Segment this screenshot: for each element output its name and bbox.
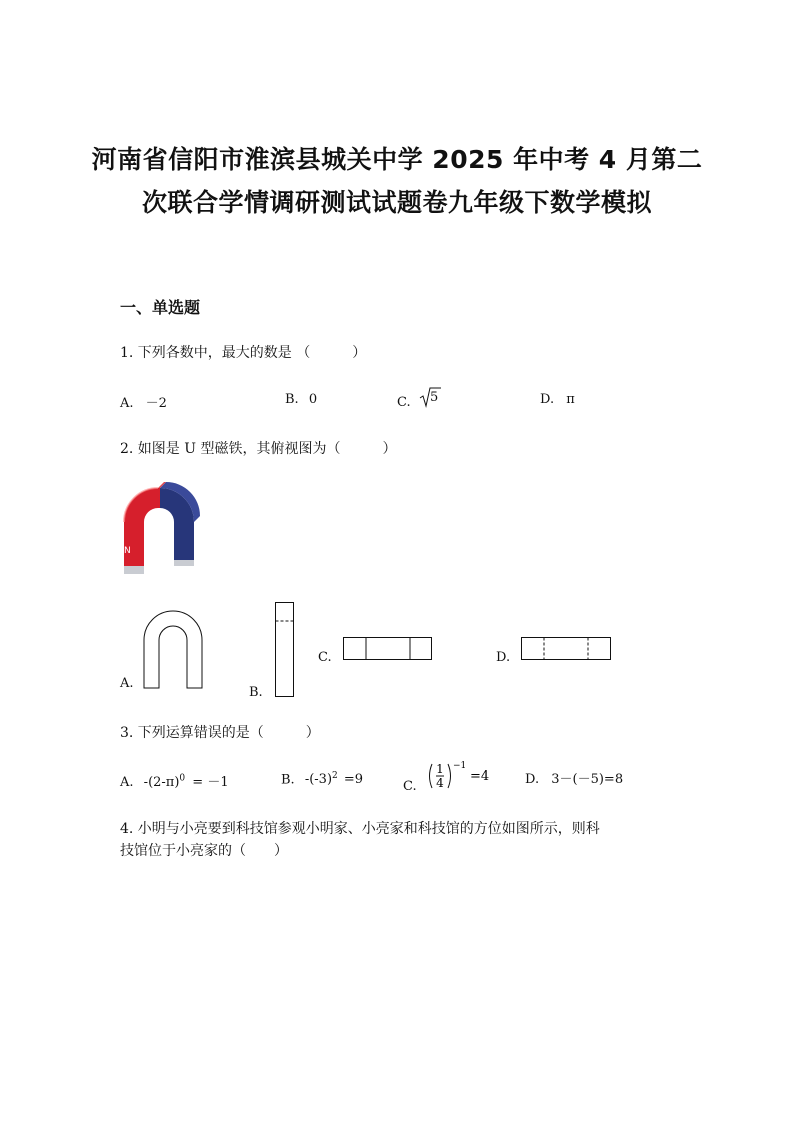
q2-option-c-figure [343,637,433,661]
q1-option-b [285,392,317,407]
question-1-stem: 1. 下列各数中，最大的数是 （ ） [120,345,367,361]
q3-fraction-denominator: 4 [436,776,444,790]
q3-option-d [525,768,623,787]
q1-option-c-letter: C. [397,395,411,410]
question-2-stem: 2. 如图是 U 型磁铁，其俯视图为（ ） [120,441,397,457]
q1-option-d-value: π [566,392,575,407]
q1-option-a-letter: A. [120,396,134,411]
q2-option-c-letter: C. [318,650,332,665]
page-title-line-1: 河南省信阳市淮滨县城关中学 2025 年中考 4 月第二 [91,145,703,174]
q3-option-a [120,771,229,790]
q3-option-c-fraction [428,762,498,792]
section-heading: 一、单选题 [120,298,201,317]
q2-option-a-letter: A. [120,676,134,691]
q2-option-b-letter: B. [249,685,263,700]
q2-option-b-figure [275,602,295,698]
q1-option-b-letter: B. [285,392,299,407]
magnet-silver-tip-left [124,566,144,574]
q3-option-b-exp: 2 [332,771,338,781]
page-title-line-2: 次联合学情调研测试试题卷九年级下数学模拟 [141,188,652,217]
magnet-label: N [124,546,131,556]
magnet-red-arm [124,488,160,574]
q3-option-a-letter: A. [120,775,134,790]
q3-option-b [281,771,363,787]
q3-option-b-expr: -(-3) [304,772,333,788]
u-magnet-image [118,478,200,580]
q3-option-d-letter: D. [525,772,540,787]
question-4-stem-line-2: 技馆位于小亮家的（ ） [120,843,288,859]
q2-option-a-figure [143,610,203,690]
q3-option-c-rhs: =4 [470,769,490,784]
q3-option-b-letter: B. [281,772,295,788]
q1-option-d-letter: D. [540,392,555,407]
q1-option-a [120,392,167,411]
q2-option-d-letter: D. [496,650,511,665]
q2-option-d-figure [521,637,613,661]
q3-option-c-letter: C. [403,779,417,794]
question-3-stem: 3. 下列运算错误的是（ ） [120,725,320,741]
q1-option-b-value: 0 [308,392,318,407]
q3-option-a-rhs: = －1 [192,775,229,790]
q1-option-a-value: －2 [145,396,167,411]
q3-option-c-exp: −1 [453,761,467,771]
q3-fraction-numerator: 1 [436,762,444,776]
q3-option-a-expr: -(2-π) [143,775,180,790]
q1-option-d [540,392,575,407]
q1-option-c-value: 5 [430,390,439,405]
question-4-stem-line-1: 4. 小明与小亮要到科技馆参观小明家、小亮家和科技馆的方位如图所示，则科 [120,821,600,837]
magnet-silver-tip-right [174,560,194,566]
q3-option-b-rhs: =9 [343,772,364,788]
q3-option-a-exp: 0 [179,773,186,784]
q3-option-d-expr: 3－(－5)=8 [551,772,624,787]
q1-option-c [397,395,411,410]
